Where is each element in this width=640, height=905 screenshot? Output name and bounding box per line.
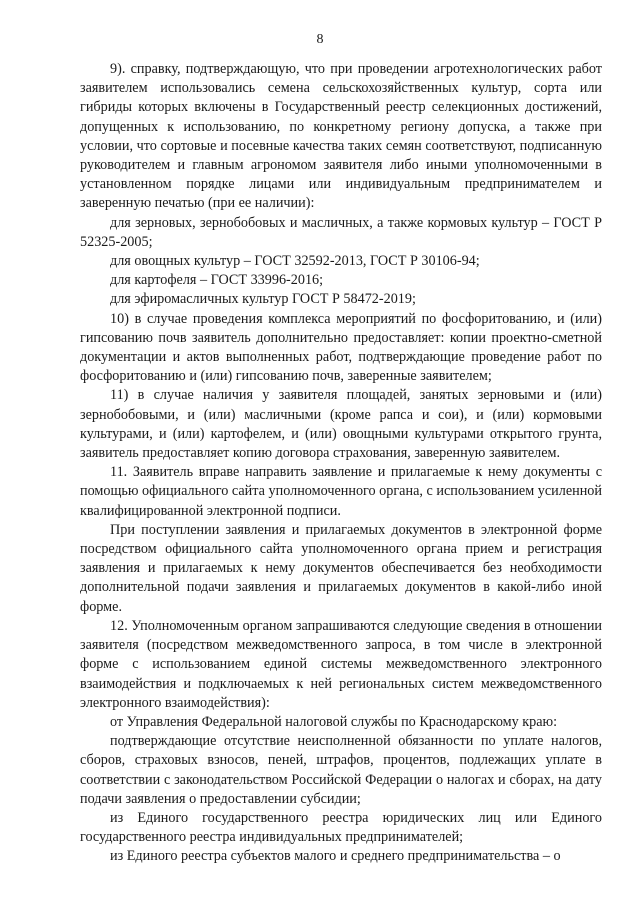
paragraph-tax-obligations: подтверждающие отсутствие неисполненной обязанности по уплате налогов, сборов, страховых взносов, пеней, штрафов, процентов, подлежащих уплате в соответствии с законодательством Российской Федерации о налогах и сборах, на дату подачи заявления о предоставлении субсидии;: [80, 733, 602, 807]
paragraph-legal-entities-registry: из Единого государственного реестра юридических лиц или Единого государственного реестра индивидуальных предпринимателей;: [80, 809, 602, 846]
paragraph-tax-service: от Управления Федеральной налоговой службы по Краснодарскому краю:: [110, 713, 558, 730]
paragraph-essential-oil-standard: для эфиромасличных культур ГОСТ Р 58472-2019;: [110, 291, 416, 308]
paragraph-section-11-electronic-submission: 11. Заявитель вправе направить заявление и прилагаемые к нему документы с помощью официального сайта уполномоченного органа, с использованием усиленной квалифицированной электронной подписи.: [80, 464, 602, 519]
paragraph-grain-crops-standard: для зерновых, зернобобовых и масличных, а также кормовых культур – ГОСТ Р 52325-2005;: [80, 214, 602, 250]
paragraph-electronic-receipt: При поступлении заявления и прилагаемых документов в электронной форме посредством официального сайта уполномоченного органа прием и регистрация заявления и прилагаемых к нему документов обеспечивается без необходимости дополнительной подачи заявления и прилагаемых документов в какой-либо иной форме.: [80, 521, 602, 615]
paragraph-sme-registry: из Единого реестра субъектов малого и среднего предпринимательства – о: [110, 848, 561, 865]
paragraph-item-10-phosphoritization: 10) в случае проведения комплекса мероприятий по фосфоритованию, и (или) гипсованию почв заявитель дополнительно предоставляет: копии проектно-сметной документации и актов выполненных работ, подтверждающие проведение работ по фосфоритованию и (или) гипсованию почв, заверенные заявителем;: [80, 310, 602, 385]
paragraph-vegetable-standard: для овощных культур – ГОСТ 32592-2013, ГОСТ Р 30106-94;: [110, 253, 480, 270]
paragraph-item-9-certificate: 9). справку, подтверждающую, что при проведении агротехнологических работ заявителем использовались семена сельскохозяйственных культур, сорта или гибриды которых включены в Государственный реестр селекционных достижений, допущенных к использованию, по конкретному региону допуска, а также при условии, что сортовые и посевные качества таких семян соответствуют, подписанную руководителем и главным агрономом заявителя либо иными уполномоченными в установленном порядке лицами или индивидуальным предпринимателем и заверенную печатью (при ее наличии):: [80, 61, 602, 212]
page-number: 8: [316, 32, 324, 47]
paragraph-section-12-requests: 12. Уполномоченным органом запрашиваются следующие сведения в отношении заявителя (посредством межведомственного запроса, в том числе в электронной форме с использованием единой системы межведомственного электронного взаимодействия и подключаемых к ней региональных систем межведомственного электронного взаимодействия):: [80, 617, 602, 711]
paragraph-potato-standard: для картофеля – ГОСТ 33996-2016;: [110, 272, 324, 289]
paragraph-item-11-insurance: 11) в случае наличия у заявителя площадей, занятых зерновыми и (или) зернобобовыми, и (или) масличными (кроме рапса и сои), и (или) кормовыми культурами, и (или) картофелем, и (или) овощными культурами открытого грунта, заявитель предоставляет копию договора страхования, заверенную заявителем.: [80, 387, 602, 462]
document-body: [80, 60, 602, 867]
